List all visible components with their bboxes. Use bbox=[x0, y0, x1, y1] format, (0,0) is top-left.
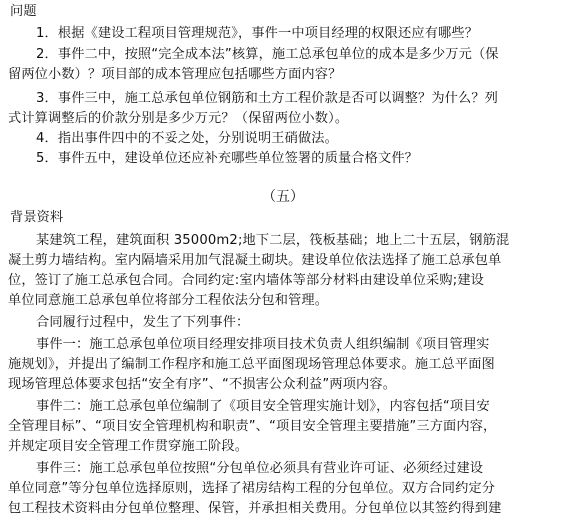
question-3-line-2: 式计算调整后的价款分别是多少万元？（保留两位小数）。 bbox=[8, 111, 349, 126]
event-3-line-3: 包工程技术资料由分包单位整理、保管，并承担相关费用。分包单位以其签约得到建 bbox=[8, 501, 502, 516]
event-3-line-1: 事件三：施工总承包单位按照“分包单位必须具有营业许可证、必须经过建设 bbox=[36, 461, 484, 476]
question-5-line-1: 5．事件五中，建设单位还应补充哪些单位签署的质量合格文件？ bbox=[36, 151, 418, 166]
paragraph-2-line-1: 合同履行过程中，发生了下列事件： bbox=[36, 315, 250, 330]
question-1-line-1: 1．根据《建设工程项目管理规范》，事件一中项目经理的权限还应有哪些？ bbox=[36, 26, 479, 41]
question-2-line-1: 2．事件二中，按照“完全成本法”核算，施工总承包单位的成本是多少万元（保 bbox=[36, 47, 499, 62]
paragraph-1-line-2: 凝土剪力墙结构。室内隔墙采用加气混凝土砌块。建设单位依法选择了施工总承包单 bbox=[8, 253, 502, 268]
paragraph-1-line-4: 单位同意施工总承包单位将部分工程依法分包和管理。 bbox=[8, 293, 329, 308]
paragraph-1-line-1: 某建筑工程，建筑面积 35000m2;地下二层，筏板基础；地上二十五层，钢筋混 bbox=[36, 233, 510, 248]
background-heading: 背景资料 bbox=[10, 210, 64, 225]
paragraph-1-line-3: 位，签订了施工总承包合同。合同约定:室内墙体等部分材料由建设单位采购;建设 bbox=[8, 273, 484, 288]
event-3-line-2: 单位同意”等分包单位选择原则，选择了裙房结构工程的分包单位。双方合同约定分 bbox=[8, 481, 496, 496]
event-2-line-2: 全管理目标”、“项目安全管理机构和职责”、“项目安全管理主要措施”三方面内容， bbox=[8, 419, 497, 434]
question-3-line-1: 3．事件三中，施工总承包单位钢筋和土方工程价款是否可以调整？为什么？列 bbox=[36, 91, 499, 106]
section-title: （五） bbox=[262, 189, 304, 205]
questions-heading: 问题 bbox=[10, 4, 37, 19]
event-2-line-1: 事件二：施工总承包单位编制了《项目安全管理实施计划》，内容包括“项目安 bbox=[36, 399, 490, 414]
event-1-line-1: 事件一：施工总承包单位项目经理安排项目技术负责人组织编制《项目管理实 bbox=[36, 337, 490, 352]
event-2-line-3: 并规定项目安全管理工作贯穿施工阶段。 bbox=[8, 439, 249, 454]
question-2-line-2: 留两位小数）？项目部的成本管理应包括哪些方面内容？ bbox=[8, 67, 342, 82]
question-4-line-1: 4．指出事件四中的不妥之处，分别说明王硝做法。 bbox=[36, 131, 338, 146]
event-1-line-2: 施规划》，并提出了编制工作程序和施工总平面图现场管理总体要求。施工总平面图 bbox=[8, 357, 495, 372]
event-1-line-3: 现场管理总体要求包括“安全有序”、“不损害公众利益”两项内容。 bbox=[8, 377, 397, 392]
